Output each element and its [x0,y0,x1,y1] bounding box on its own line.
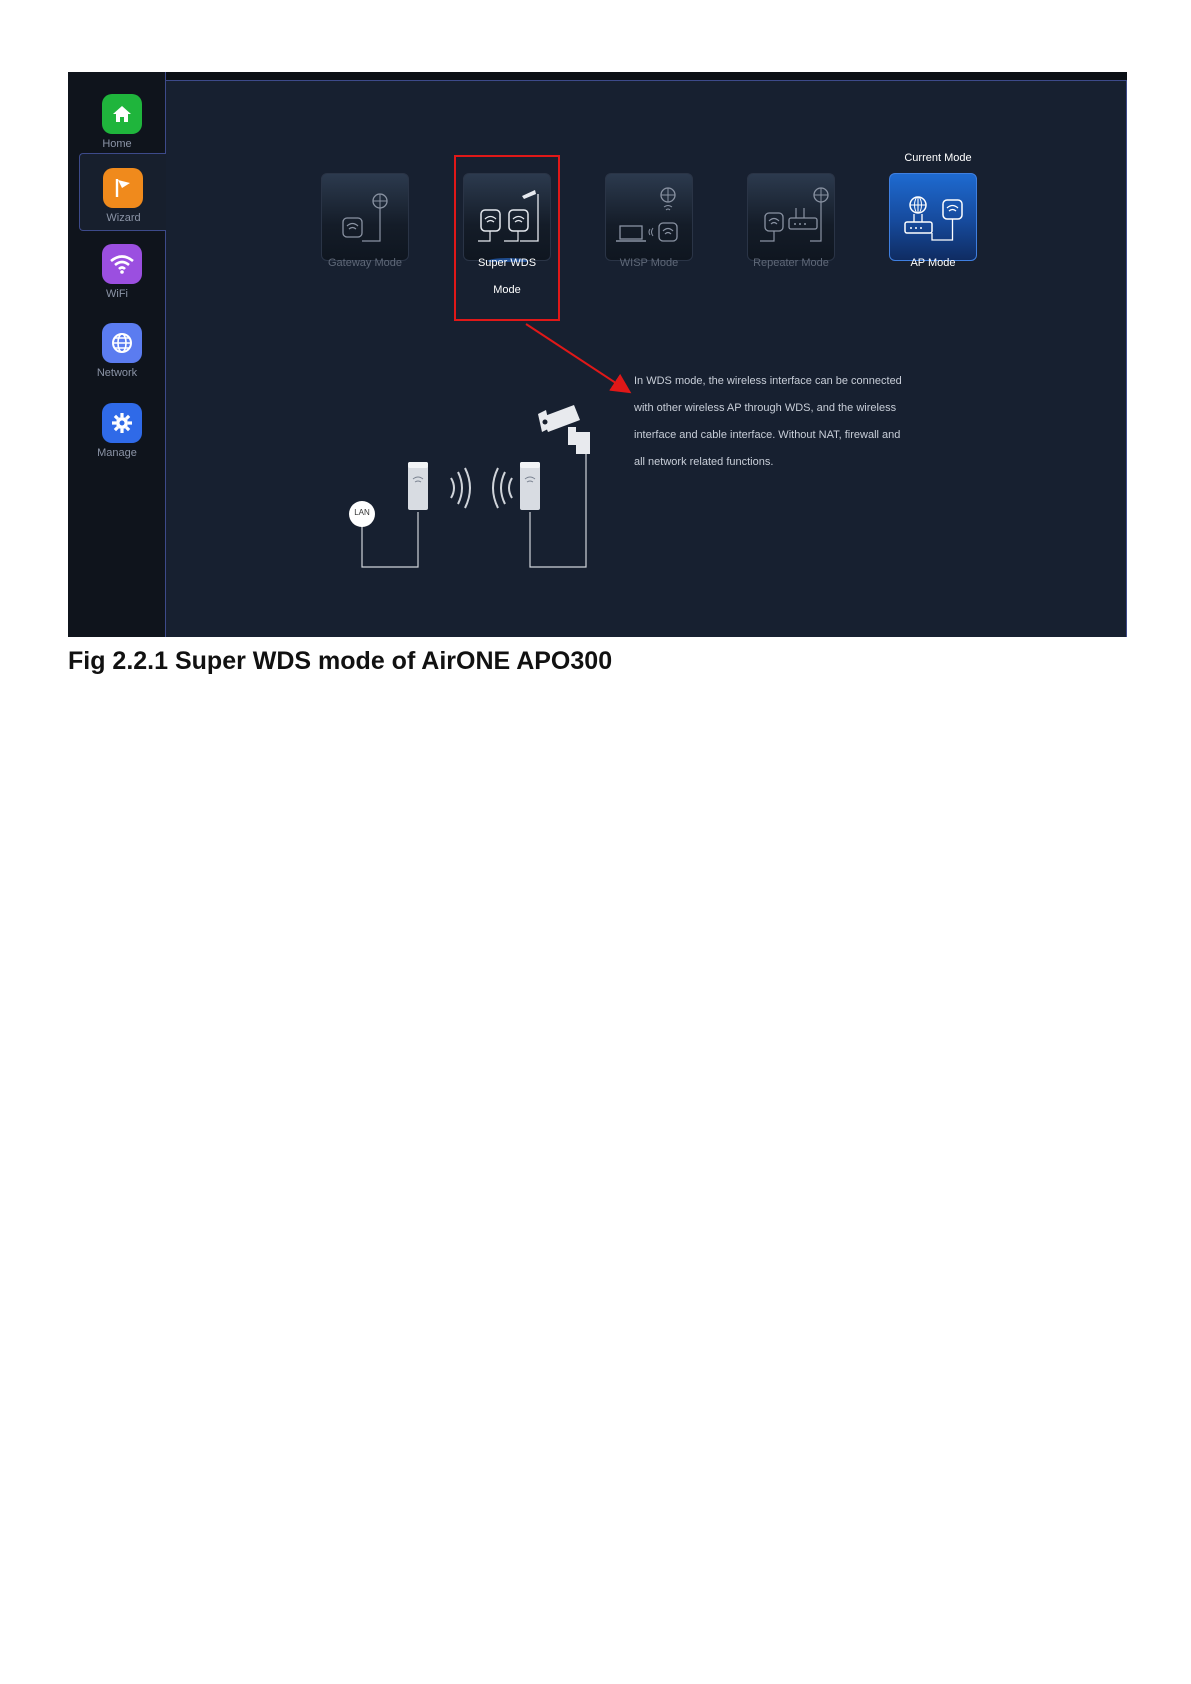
sidebar-item-label: Wizard [106,212,141,224]
mode-label-line: Mode [493,284,521,296]
mode-label-gateway: Gateway Mode [328,257,402,269]
camera-icon [538,405,590,454]
description-line: interface and cable interface. Without NAT, firewall and [634,429,901,441]
mode-label-ap: AP Mode [910,257,956,269]
mode-label-wisp: WISP Mode [619,257,679,269]
wds-topology-diagram [68,72,1127,637]
sidebar-item-label: Manage [97,447,137,459]
sidebar-item-label: Home [102,138,132,150]
sidebar-item-label: WiFi [106,288,128,300]
figure-caption: Fig 2.2.1 Super WDS mode of AirONE APO300 [68,647,613,675]
description-line: with other wireless AP through WDS, and the wireless [634,402,897,414]
cpe-device-right-icon [520,462,540,510]
description-line: In WDS mode, the wireless interface can be connected [634,375,902,387]
router-admin-screenshot [68,72,1127,637]
current-mode-tag: Current Mode [904,152,972,164]
mode-label-repeater: Repeater Mode [753,257,829,269]
description-line: all network related functions. [634,456,774,468]
mode-label-line: Super WDS [477,257,537,269]
sidebar-item-label: Network [96,367,138,379]
lan-label: LAN [354,508,370,517]
wireless-link-icon [451,468,512,508]
cpe-device-left-icon [408,462,428,510]
